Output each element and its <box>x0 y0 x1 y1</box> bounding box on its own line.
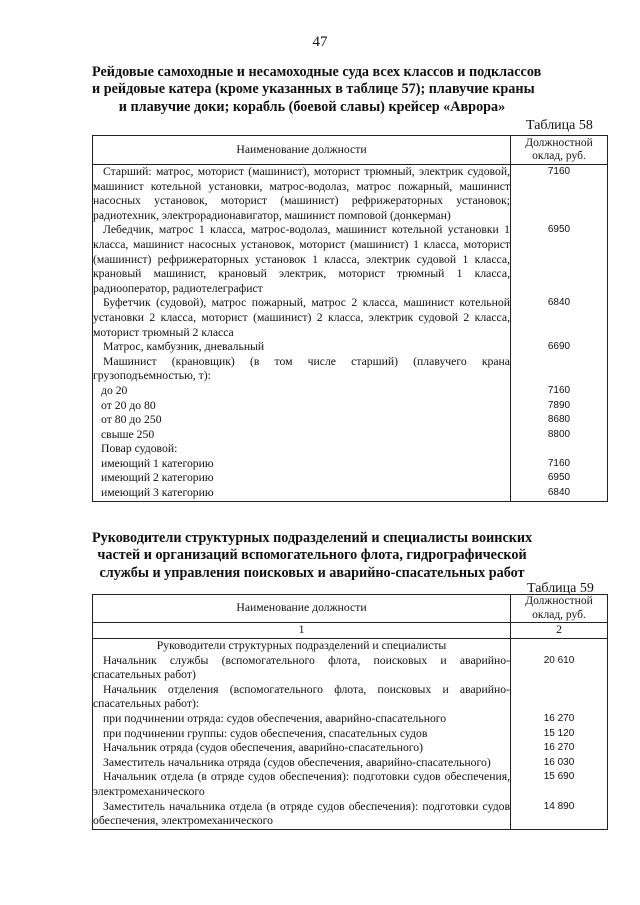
position-name <box>93 399 511 414</box>
salary-value: 15 690 <box>511 770 608 799</box>
col-header-salary-line: оклад, руб. <box>532 150 586 162</box>
position-text: Начальник отряда (судов обеспечения, аварийно-спасательного) <box>103 741 424 755</box>
salary-value: 7890 <box>511 399 608 414</box>
salary-value <box>511 355 608 384</box>
salary-value: 7160 <box>511 165 608 224</box>
position-text: Начальник отдела (в отряде судов обеспечения): подготовки судов обеспечения, электромеханического <box>93 770 510 798</box>
table-59-heading <box>92 530 532 582</box>
table-row <box>93 770 608 799</box>
table-row <box>93 399 608 414</box>
table-row <box>93 727 608 742</box>
table-row <box>93 471 608 486</box>
salary-value: 6690 <box>511 340 608 355</box>
position-text: Заместитель начальника отдела (в отряде судов обеспечения): подготовки судов обеспечения, электромеханического <box>93 799 510 828</box>
col-header-position: Наименование должности <box>93 595 511 623</box>
salary-value: 6950 <box>511 471 608 486</box>
table-59-label: Таблица 59 <box>527 581 594 596</box>
position-name <box>93 428 511 443</box>
position-text: Машинист (крановщик) (в том числе старший) (плавучего крана грузоподъемностью, т): <box>93 354 510 383</box>
position-name <box>93 340 511 355</box>
position-text: Начальник службы (вспомогательного флота, поисковых и аварийно-спасательных работ) <box>93 653 510 682</box>
position-name <box>93 384 511 399</box>
position-name <box>93 296 511 340</box>
column-number: 2 <box>511 623 608 639</box>
table-row <box>93 712 608 727</box>
table-row <box>93 165 608 224</box>
table-row <box>93 457 608 472</box>
heading-line: Руководители структурных подразделений и специалисты воинских <box>92 530 533 546</box>
heading-line: службы и управления поисковых и аварийно-спасательных работ <box>99 564 525 581</box>
col-header-salary <box>511 136 608 165</box>
table-row <box>93 800 608 830</box>
table-row <box>93 639 608 654</box>
table-row <box>93 223 608 296</box>
position-name <box>93 486 511 501</box>
position-text: от 80 до 250 <box>101 413 162 427</box>
heading-line: частей и организаций вспомогательного флота, гидрографической <box>97 547 527 564</box>
position-text: Повар судовой: <box>101 442 178 456</box>
position-text: до 20 <box>101 383 128 397</box>
position-text: Начальник отделения (вспомогательного флота, поисковых и аварийно-спасательных работ): <box>93 682 510 711</box>
col-header-salary-line: Должностной <box>525 595 593 607</box>
position-name <box>93 741 511 756</box>
position-text: Матрос, камбузник, дневальный <box>103 340 265 354</box>
position-name <box>93 712 511 727</box>
position-text: свыше 250 <box>101 427 155 441</box>
position-text: от 20 до 80 <box>101 398 156 412</box>
table-row <box>93 340 608 355</box>
position-text: Старший: матрос, моторист (машинист), моторист трюмный, электрик судовой, машинист котельной установки, матрос-водолаз, матрос пожарный, машинист насосных установок, моторист (машинист) рефрижераторных установок; радиотехник, электрорадионавигатор, машинист помповой (донкерман) <box>93 165 510 222</box>
table-58-heading <box>92 64 542 116</box>
col-header-salary <box>511 595 608 623</box>
table-row <box>93 428 608 443</box>
table-59 <box>92 594 608 830</box>
table-row <box>93 654 608 683</box>
position-name <box>93 457 511 472</box>
position-name <box>93 800 511 830</box>
table-header-row <box>93 595 608 623</box>
heading-line: и плавучие доки; корабль (боевой славы) крейсер «Аврора» <box>118 98 506 115</box>
table-header-row <box>93 136 608 165</box>
column-number: 1 <box>93 623 511 639</box>
col-header-salary-line: оклад, руб. <box>532 608 586 621</box>
col-header-salary-line: Должностной <box>525 136 593 149</box>
salary-value: 8680 <box>511 413 608 428</box>
col-header-position: Наименование должности <box>93 136 511 165</box>
table-58 <box>92 135 608 502</box>
position-name <box>93 223 511 296</box>
salary-value: 6950 <box>511 223 608 296</box>
position-name <box>93 683 511 712</box>
salary-value <box>511 683 608 712</box>
salary-value: 16 270 <box>511 712 608 727</box>
position-text: Заместитель начальника отряда (судов обеспечения, аварийно-спасательного) <box>103 755 491 769</box>
salary-value: 7160 <box>511 457 608 472</box>
table-58-label: Таблица 58 <box>526 118 593 133</box>
position-name <box>93 770 511 799</box>
position-text: при подчинении группы: судов обеспечения, спасательных судов <box>103 726 428 740</box>
position-text: Лебедчик, матрос 1 класса, матрос-водолаз, машинист котельной установки 1 класса, машинист насосных установок, моторист (машинист) 1 класса, моторист (машинист) рефрижераторных установок 1 класса, электрик судовой 1 класса, крановый машинист, крановый электрик, моторист трюмный 1 класса, радиооператор, радиотелеграфист <box>93 223 510 295</box>
salary-value: 16 270 <box>511 741 608 756</box>
table-row <box>93 413 608 428</box>
position-text: Буфетчик (судовой), матрос пожарный, матрос 2 класса, машинист котельной установки 2 класса, моторист (машинист) 2 класса, электрик судовой 2 класса, моторист трюмный 2 класса <box>93 296 510 339</box>
position-name <box>93 756 511 771</box>
salary-value <box>511 639 608 654</box>
salary-value: 7160 <box>511 384 608 399</box>
salary-value: 15 120 <box>511 727 608 742</box>
heading-line: и рейдовые катера (кроме указанных в таблице 57); плавучие краны <box>92 81 535 98</box>
salary-value: 20 610 <box>511 654 608 683</box>
page-number: 47 <box>312 34 328 50</box>
salary-value: 8800 <box>511 428 608 443</box>
position-name <box>93 442 511 457</box>
table-row <box>93 683 608 712</box>
group-title: Руководители структурных подразделений и специалисты <box>156 639 447 652</box>
heading-line: Рейдовые самоходные и несамоходные суда всех классов и подклассов <box>92 64 542 80</box>
column-number-row <box>93 623 608 639</box>
position-name <box>93 654 511 683</box>
table-row <box>93 756 608 771</box>
table-row <box>93 384 608 399</box>
position-name <box>93 165 511 224</box>
position-text: имеющий 3 категорию <box>101 486 214 500</box>
position-name <box>93 727 511 742</box>
table-row <box>93 486 608 501</box>
position-name <box>93 413 511 428</box>
table-row <box>93 442 608 457</box>
salary-value: 6840 <box>511 486 608 501</box>
salary-value <box>511 442 608 457</box>
table-row <box>93 296 608 340</box>
position-text: при подчинении отряда: судов обеспечения, аварийно-спасательного <box>103 711 447 725</box>
position-name <box>93 471 511 486</box>
group-title-cell <box>93 639 511 654</box>
salary-value: 16 030 <box>511 756 608 771</box>
table-row <box>93 355 608 384</box>
table-row <box>93 741 608 756</box>
position-text: имеющий 2 категорию <box>101 471 214 485</box>
salary-value: 14 890 <box>511 800 608 830</box>
position-name <box>93 355 511 384</box>
salary-value: 6840 <box>511 296 608 340</box>
position-text: имеющий 1 категорию <box>101 456 214 470</box>
